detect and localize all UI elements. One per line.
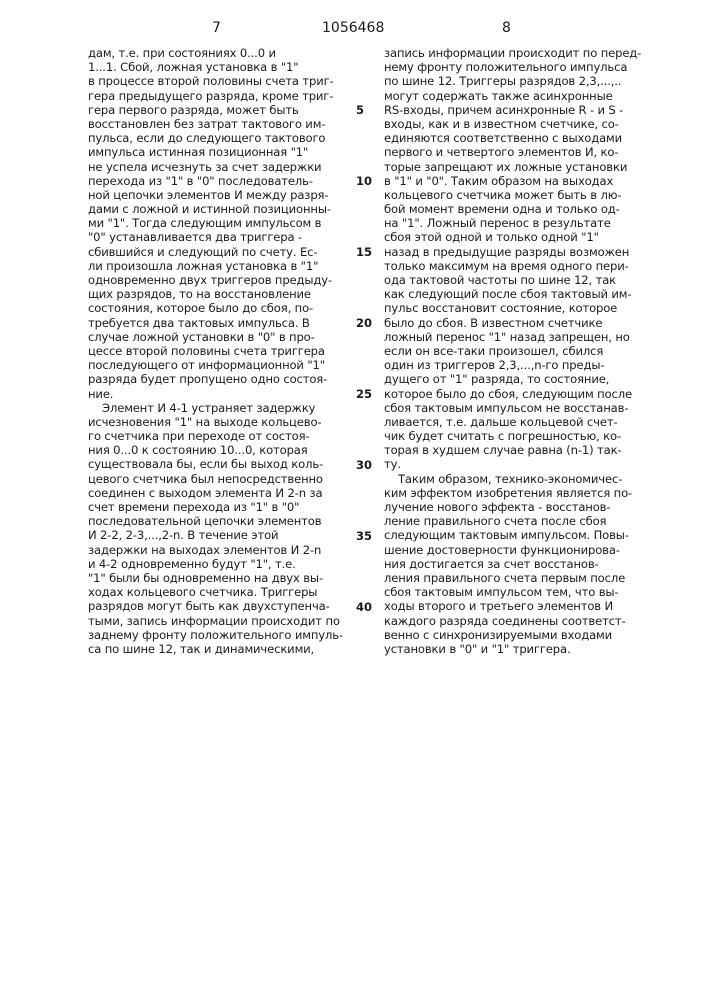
text-line: ние. xyxy=(88,387,350,401)
line-number-marker: 35 xyxy=(356,529,372,543)
text-line: венно с синхронизируемыми входами xyxy=(384,628,656,642)
text-line: пульс восстановит состояние, которое xyxy=(384,301,656,315)
text-line: состояния, которое было до сбоя, по- xyxy=(88,301,350,315)
text-line: гера первого разряда, может быть xyxy=(88,103,350,117)
text-line: на "1". Ложный перенос в результате xyxy=(384,216,656,230)
text-line: "0" устанавливается два триггера - xyxy=(88,230,350,244)
patent-number: 1056468 xyxy=(322,20,384,36)
text-line: "1" были бы одновременно на двух вы- xyxy=(88,571,350,585)
text-line: требуется два тактовых импульса. В xyxy=(88,316,350,330)
text-line: восстановлен без затрат тактового им- xyxy=(88,117,350,131)
text-line: нему фронту положительного импульса xyxy=(384,60,656,74)
text-line: Таким образом, технико-экономичес- xyxy=(384,472,656,486)
text-line: го счетчика при переходе от состоя- xyxy=(88,429,350,443)
line-number-marker: 5 xyxy=(356,103,364,117)
text-line: ливается, т.е. дальше кольцевой счет- xyxy=(384,415,656,429)
text-line: разряда будет пропущено одно состоя- xyxy=(88,372,350,386)
text-line: лучение нового эффекта - восстанов- xyxy=(384,500,656,514)
line-number-marker: 15 xyxy=(356,245,372,259)
text-line: заднему фронту положительного импуль- xyxy=(88,628,350,642)
text-line: случае ложной установки в "0" в про- xyxy=(88,330,350,344)
text-line: торая в худшем случае равна (n-1) так- xyxy=(384,443,656,457)
text-line: последовательной цепочки элементов xyxy=(88,514,350,528)
text-line: было до сбоя. В известном счетчике xyxy=(384,316,656,330)
text-line: сбившийся и следующий по счету. Ес- xyxy=(88,245,350,259)
text-line: разрядов могут быть как двухступенча- xyxy=(88,599,350,613)
page-number-left: 7 xyxy=(212,20,221,36)
text-line: не успела исчезнуть за счет задержки xyxy=(88,160,350,174)
text-line: запись информации происходит по перед- xyxy=(384,46,656,60)
text-line: пульса, если до следующего тактового xyxy=(88,131,350,145)
text-line: RS-входы, причем асинхронные R - и S - xyxy=(384,103,656,117)
text-line: гера предыдущего разряда, кроме триг- xyxy=(88,89,350,103)
text-line: перехода из "1" в "0" последователь- xyxy=(88,174,350,188)
text-line: сбоя тактовым импульсом тем, что вы- xyxy=(384,585,656,599)
text-line: Элемент И 4-1 устраняет задержку xyxy=(88,401,350,415)
text-line: только максимум на время одного пери- xyxy=(384,259,656,273)
text-line: ложный перенос "1" назад запрещен, но xyxy=(384,330,656,344)
text-line: следующим тактовым импульсом. Повы- xyxy=(384,528,656,542)
text-line: сбоя этой одной и только одной "1" xyxy=(384,230,656,244)
line-number-marker: 20 xyxy=(356,316,372,330)
text-line: каждого разряда соединены соответст- xyxy=(384,614,656,628)
text-line: существовала бы, если бы выход коль- xyxy=(88,457,350,471)
line-number-marker: 25 xyxy=(356,387,372,401)
text-line: единяются соответственно с выходами xyxy=(384,131,656,145)
text-line: установки в "0" и "1" триггера. xyxy=(384,642,656,656)
text-line: одновременно двух триггеров предыду- xyxy=(88,273,350,287)
left-text-column xyxy=(88,46,350,656)
text-line: дам, т.е. при состояниях 0...0 и xyxy=(88,46,350,60)
text-line: могут содержать также асинхронные xyxy=(384,89,656,103)
text-line: ода тактовой частоты по шине 12, так xyxy=(384,273,656,287)
text-line: последующего от информационной "1" xyxy=(88,358,350,372)
text-line: в процессе второй половины счета триг- xyxy=(88,74,350,88)
text-line: ния достигается за счет восстанов- xyxy=(384,557,656,571)
text-line: исчезновения "1" на выходе кольцево- xyxy=(88,415,350,429)
text-line: импульса истинная позиционная "1" xyxy=(88,145,350,159)
text-line: тыми, запись информации происходит по xyxy=(88,614,350,628)
text-line: и 4-2 одновременно будут "1", т.е. xyxy=(88,557,350,571)
text-line: как следующий после сбоя тактовый им- xyxy=(384,287,656,301)
text-line: торые запрещают их ложные установки xyxy=(384,160,656,174)
text-line: шение достоверности функционирова- xyxy=(384,543,656,557)
text-line: дущего от "1" разряда, то состояние, xyxy=(384,372,656,386)
page-number-right: 8 xyxy=(502,20,511,36)
line-number-marker: 30 xyxy=(356,458,372,472)
text-line: счет времени перехода из "1" в "0" xyxy=(88,500,350,514)
text-line: один из триггеров 2,3,...,n-го преды- xyxy=(384,358,656,372)
text-line: кольцевого счетчика может быть в лю- xyxy=(384,188,656,202)
text-line: которое было до сбоя, следующим после xyxy=(384,387,656,401)
text-line: входы, как и в известном счетчике, со- xyxy=(384,117,656,131)
text-line: щих разрядов, то на восстановление xyxy=(88,287,350,301)
text-line: цевого счетчика был непосредственно xyxy=(88,472,350,486)
text-line: в "1" и "0". Таким образом на выходах xyxy=(384,174,656,188)
text-line: ходы второго и третьего элементов И xyxy=(384,599,656,613)
text-line: ходах кольцевого счетчика. Триггеры xyxy=(88,585,350,599)
line-number-marker: 40 xyxy=(356,600,372,614)
text-line: первого и четвертого элементов И, ко- xyxy=(384,145,656,159)
line-number-marker: 10 xyxy=(356,174,372,188)
text-line: ния 0...0 к состоянию 10...0, которая xyxy=(88,443,350,457)
text-line: ким эффектом изобретения является по- xyxy=(384,486,656,500)
text-line: чик будет считать с погрешностью, ко- xyxy=(384,429,656,443)
text-line: если он все-таки произошел, сбился xyxy=(384,344,656,358)
text-line: назад в предыдущие разряды возможен xyxy=(384,245,656,259)
right-text-column xyxy=(384,46,656,656)
text-line: ту. xyxy=(384,457,656,471)
text-line: бой момент времени одна и только од- xyxy=(384,202,656,216)
text-line: ми "1". Тогда следующим импульсом в xyxy=(88,216,350,230)
text-line: И 2-2, 2-3,...,2-n. В течение этой xyxy=(88,528,350,542)
text-line: сбоя тактовым импульсом не восстанав- xyxy=(384,401,656,415)
text-line: цессе второй половины счета триггера xyxy=(88,344,350,358)
text-line: по шине 12. Триггеры разрядов 2,3,...,.. xyxy=(384,74,656,88)
text-line: ления правильного счета первым после xyxy=(384,571,656,585)
text-line: соединен с выходом элемента И 2-n за xyxy=(88,486,350,500)
text-line: ной цепочки элементов И между разря- xyxy=(88,188,350,202)
text-line: задержки на выходах элементов И 2-n xyxy=(88,543,350,557)
text-line: ли произошла ложная установка в "1" xyxy=(88,259,350,273)
text-line: дами с ложной и истинной позиционны- xyxy=(88,202,350,216)
text-line: 1...1. Сбой, ложная установка в "1" xyxy=(88,60,350,74)
text-line: ление правильного счета после сбоя xyxy=(384,514,656,528)
text-line: са по шине 12, так и динамическими, xyxy=(88,642,350,656)
